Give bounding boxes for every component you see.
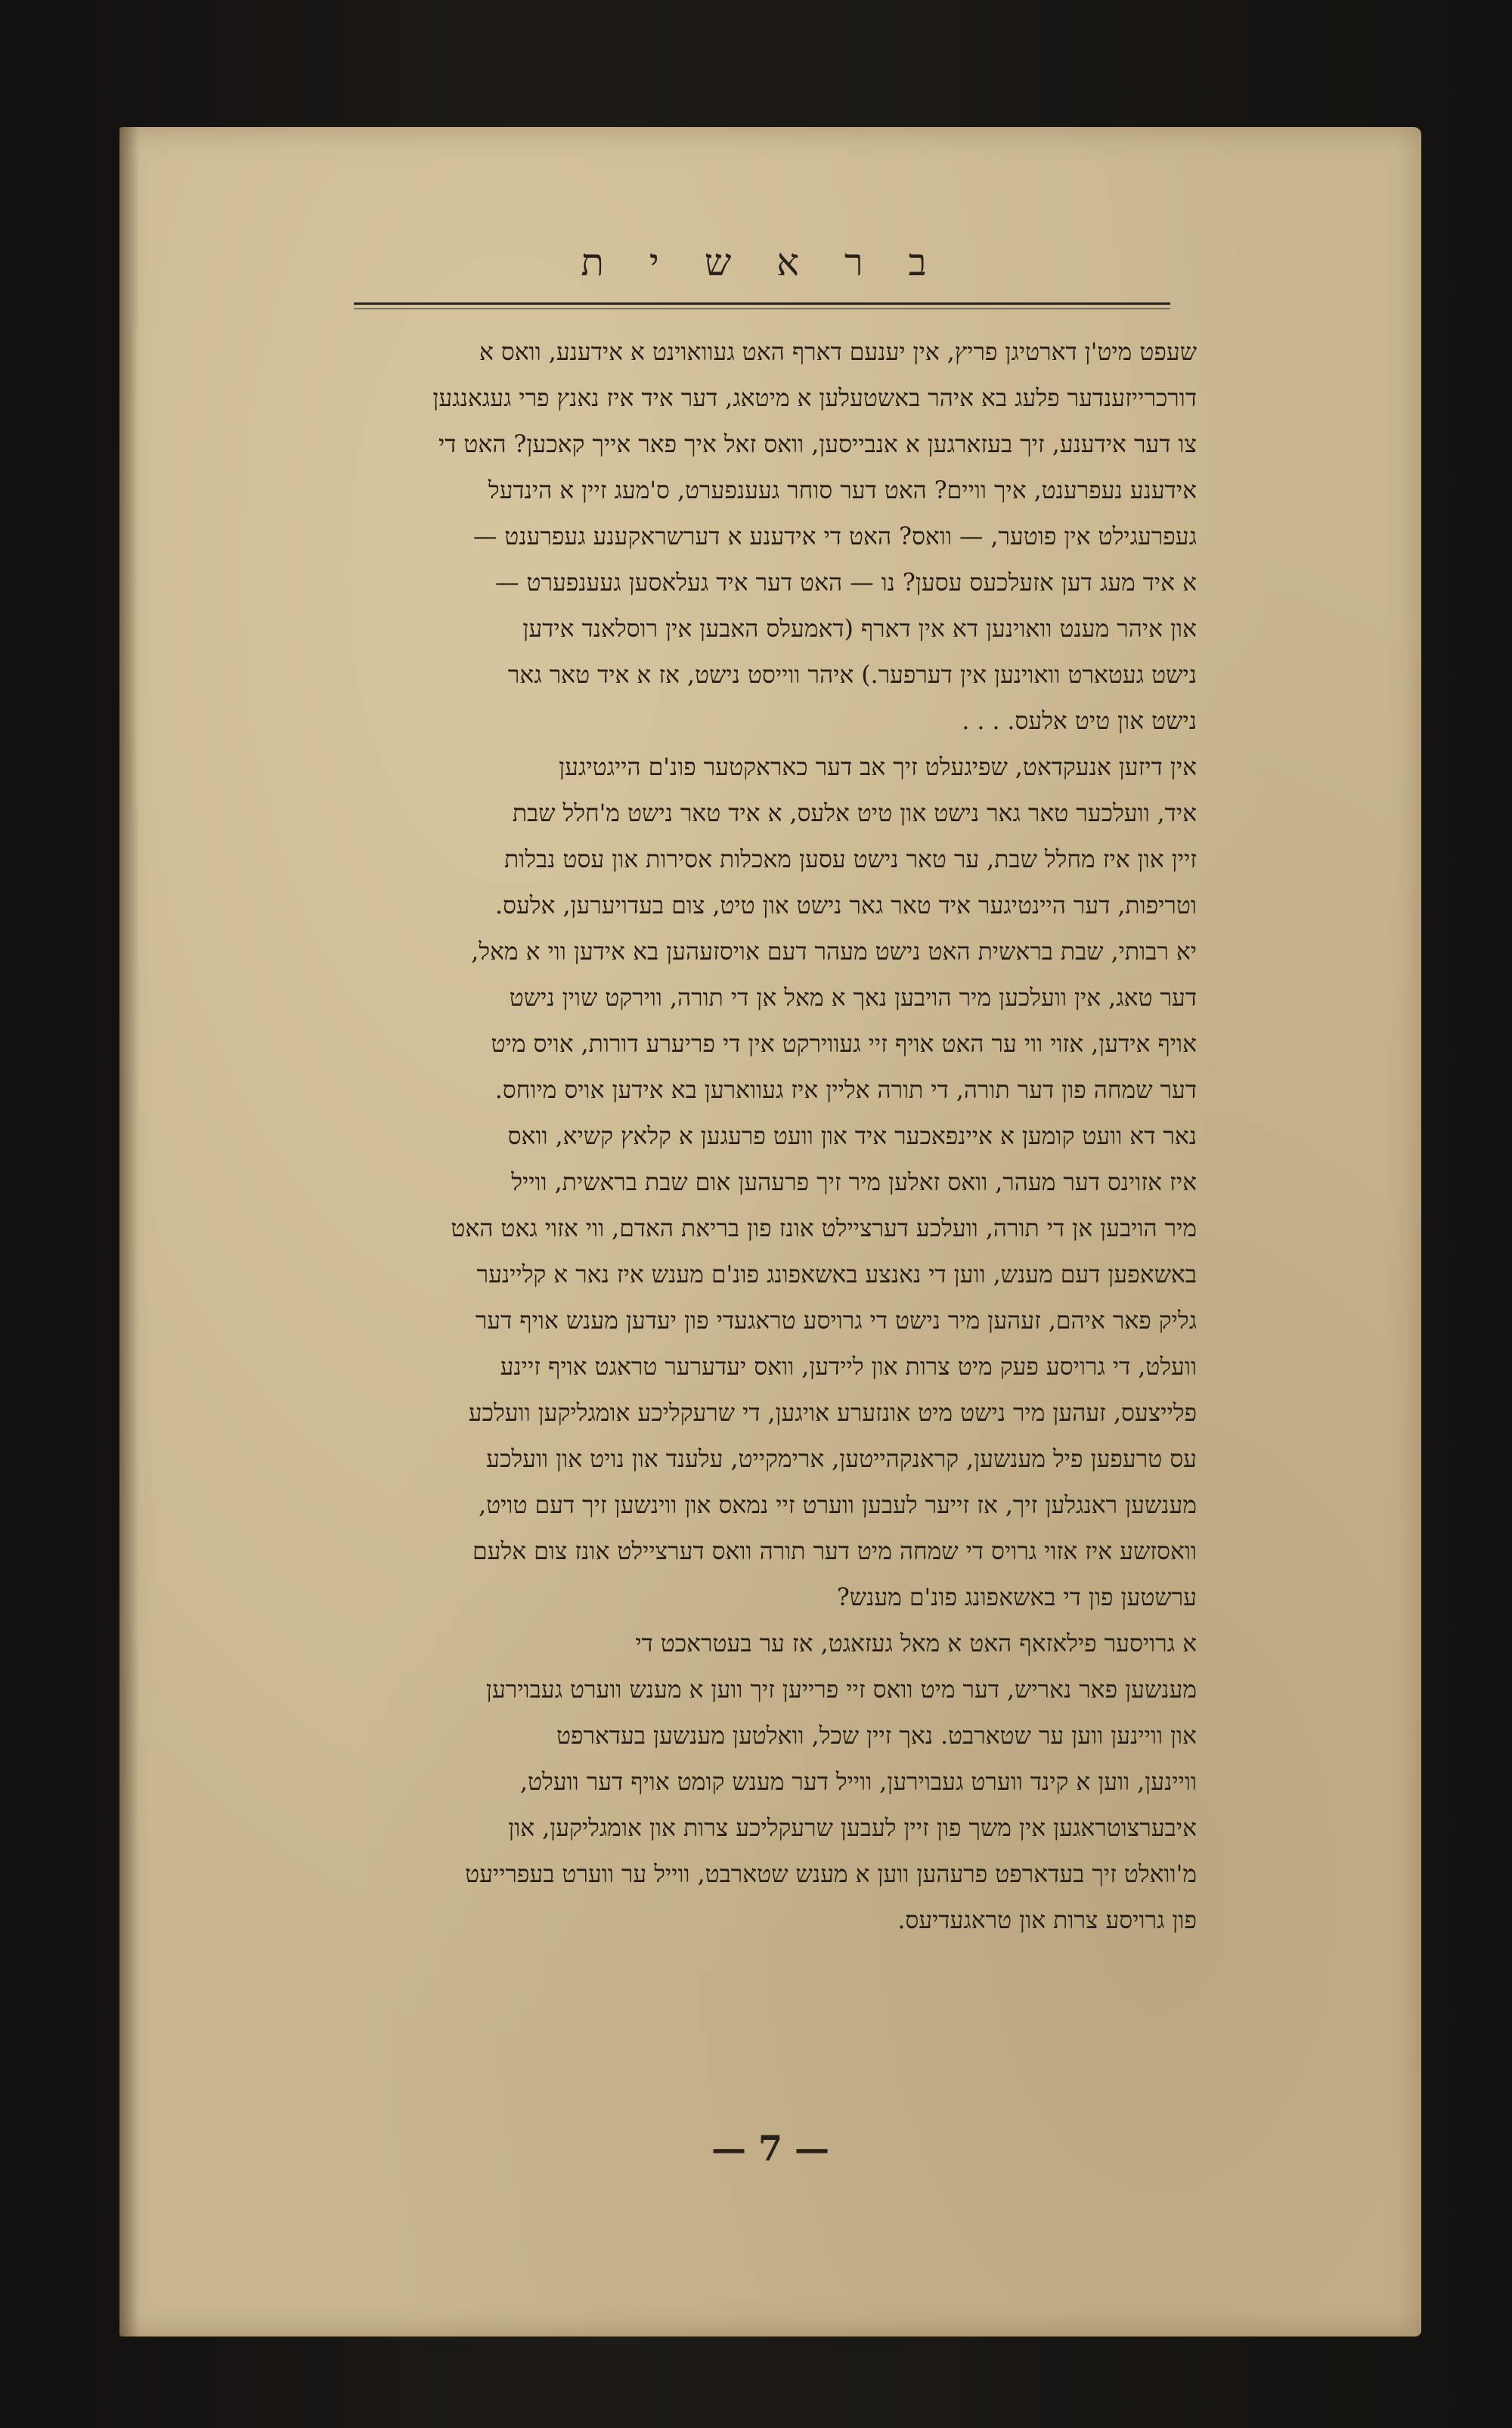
book-page bbox=[119, 127, 1421, 2337]
text-line: גליק פאר איהם, זעהען מיר נישט די גרויסע טראגעדי פון יעדען מענש אויף דער bbox=[475, 1307, 1197, 1335]
header-rule-thick bbox=[354, 302, 1170, 305]
text-line: איד, וועלכער טאר גאר נישט און טיט אלעס, א איד טאר נישט מ'חלל שבת bbox=[512, 800, 1197, 827]
text-line: איבערצוטראגען אין משך פון זיין לעבען שרעקליכע צרות און אומגליקען, און bbox=[508, 1815, 1197, 1842]
text-line: און איהר מענט וואוינען דא אין דארף (דאמעלס האבען אין רוסלאנד אידען bbox=[522, 616, 1197, 643]
text-line: וואסזשע איז אזוי גרויס די שמחה מיט דער תורה וואס דערציילט אונז צום אלעם bbox=[472, 1538, 1197, 1565]
text-line: געפרעגילט אין פוטער, — וואס? האט די אידענע א דערשראקענע געפרענט — bbox=[472, 523, 1197, 550]
page-number: — 7 — bbox=[711, 2128, 830, 2169]
text-line: שעפט מיט'ן דארטיגן פריץ, אין יענעם דארף האט געוואוינט א אידענע, וואס א bbox=[479, 339, 1197, 366]
text-line: אין דיזען אנעקדאט, שפיגעלט זיך אב דער כאראקטער פונ'ם הייגטיגען bbox=[559, 754, 1197, 781]
text-line: מיר הויבען אן די תורה, וועלכע דערציילט אונז פון בריאת האדם, ווי אזוי גאט האט bbox=[451, 1215, 1197, 1242]
text-line: דער טאג, אין וועלכען מיר הויבען נאך א מאל אן די תורה, ווירקט שוין נישט bbox=[509, 985, 1197, 1012]
text-line: אידענע נעפרענט, איך וויים? האט דער סוחר געענפערט, ס'מעג זיין א הינדעל bbox=[488, 477, 1197, 504]
text-line: און וויינען ווען ער שטארבט. נאך זיין שכל, וואלטען מענשען בעדארפט bbox=[556, 1723, 1197, 1750]
text-line: ערשטען פון די באשאפונג פונ'ם מענש? bbox=[836, 1584, 1197, 1611]
text-line: וועלט, די גרויסע פעק מיט צרות און ליידען, וואס יעדערער טראגט אויף זיינע bbox=[500, 1354, 1197, 1381]
text-line: מענשען פאר נאריש, דער מיט וואס זיי פרייען זיך ווען א מענש ווערט געבוירען bbox=[485, 1676, 1197, 1704]
text-line: נישט געטארט וואוינען אין דערפער.) איהר ווייסט נישט, אז א איד טאר גאר bbox=[507, 662, 1197, 689]
text-line: יא רבותי, שבת בראשית האט נישט מעהר דעם אויסזעהען בא אידען ווי א מאל, bbox=[471, 938, 1197, 966]
text-line: א איד מעג דען אזעלכעס עסען? נו — האט דער איד געלאסען געענפערט — bbox=[494, 569, 1197, 597]
page-header-title: ב ר א ש י ת bbox=[581, 240, 943, 284]
text-line: באשאפען דעם מענש, ווען די נאנצע באשאפונג פונ'ם מענש איז נאר א קליינער bbox=[476, 1261, 1197, 1288]
text-line: מענשען ראנגלען זיך, אז זייער לעבען ווערט זיי נמאס און ווינשען זיך דעם טויט, bbox=[479, 1492, 1197, 1519]
text-line: וויינען, ווען א קינד ווערט געבוירען, ווייל דער מענש קומט אויף דער וועלט, bbox=[520, 1769, 1197, 1796]
text-line: וטריפות, דער היינטיגער איד טאר גאר נישט און טיט, צום בעדויערען, אלעס. bbox=[495, 892, 1197, 919]
text-line: פלייצעס, זעהען מיר נישט מיט אונזערע אויגען, די שרעקליכע אומגליקען וועלכע bbox=[468, 1400, 1197, 1427]
text-line: נאר דא וועט קומען א איינפאכער איד און וועט פרעגען א קלאץ קשיא, וואס bbox=[507, 1123, 1197, 1150]
text-line: אויף אידען, אזוי ווי ער האט אויף זיי געווירקט אין די פריערע דורות, אויס מיט bbox=[491, 1031, 1197, 1058]
text-line: נישט און טיט אלעס. . . . bbox=[962, 708, 1197, 735]
body-text bbox=[327, 330, 1197, 1944]
text-line: דורכרייזענדער פלעג בא איהר באשטעלען א מיטאג, דער איד איז נאנץ פרי געגאנגען bbox=[432, 385, 1197, 412]
text-line: זיין און איז מחלל שבת, ער טאר נישט עסען מאכלות אסירות און עסט נבלות bbox=[503, 846, 1197, 873]
text-line: צו דער אידענע, זיך בעזארגען א אנבייסען, וואס זאל איך פאר אייך קאכען? האט די bbox=[438, 431, 1197, 458]
text-line: א גרויסער פילאזאף האט א מאל געזאגט, אז ער בעטראכט די bbox=[635, 1630, 1197, 1657]
text-line: פון גרויסע צרות און טראגעדיעס. bbox=[897, 1907, 1197, 1934]
text-line: דער שמחה פון דער תורה, די תורה אליין איז געווארען בא אידען אויס מיוחס. bbox=[494, 1077, 1197, 1104]
text-line: איז אזוינס דער מעהר, וואס זאלען מיר זיך פרעהען אום שבת בראשית, ווייל bbox=[511, 1169, 1197, 1196]
text-line: עס טרעפען פיל מענשען, קראנקהייטען, ארימקייט, עלענד און נויט און וועלכע bbox=[486, 1446, 1197, 1473]
text-line: מ'וואלט זיך בעדארפט פרעהען ווען א מענש שטארבט, ווייל ער ווערט בעפרייעט bbox=[465, 1861, 1197, 1888]
